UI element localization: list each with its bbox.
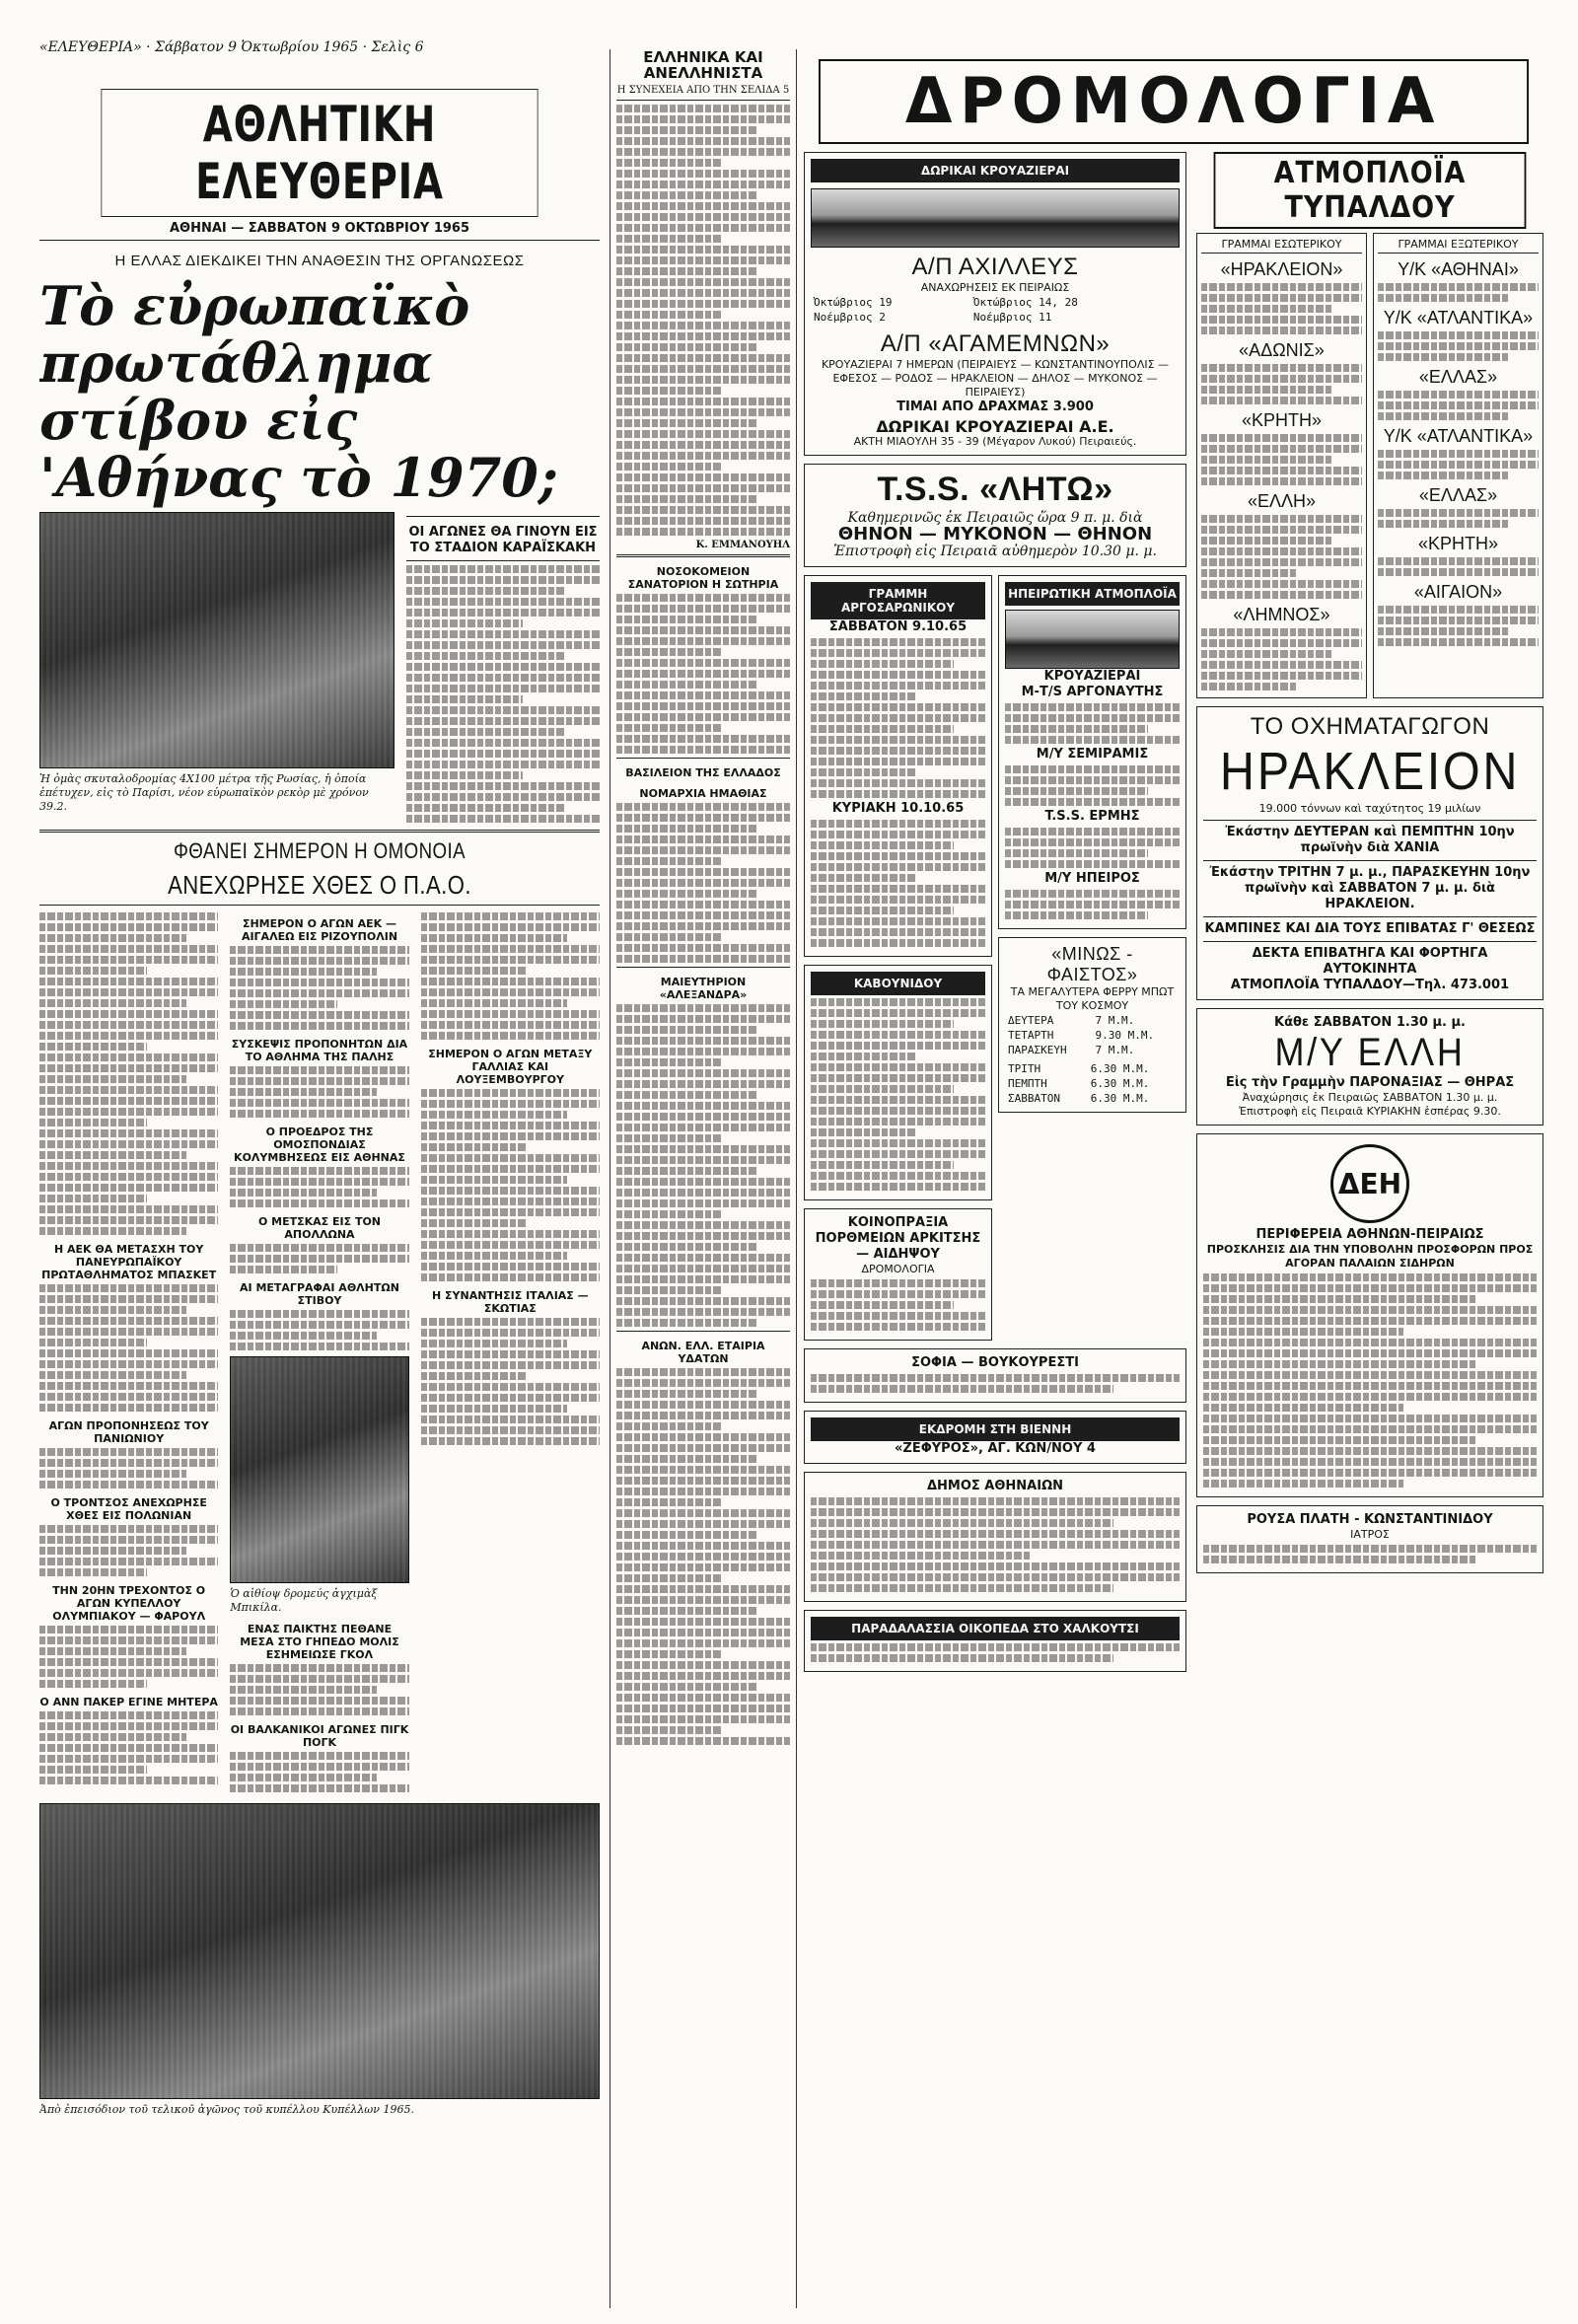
typaldou-ship-kriti-2: «ΚΡΗΤΗ»	[1417, 534, 1499, 553]
lead-kicker: Η ΕΛΛΑΣ ΔΙΕΚΔΙΚΕΙ ΤΗΝ ΑΝΑΘΕΣΙΝ ΤΗΣ ΟΡΓΑΝΩΣΕΩΣ	[114, 253, 525, 269]
iraklion-line2: Ἐκάστην ΤΡΙΤΗΝ 7 μ. μ., ΠΑΡΑΣΚΕΥΗΝ 10ην πρωϊνὴν καὶ ΣΑΒΒΑΤΟΝ 7 μ. μ. διὰ ΗΡΑΚΛΕΙΟΝ.	[1209, 865, 1531, 911]
leto-title: T.S.S. «ΛΗΤΩ»	[877, 471, 1113, 508]
periferia-sub: ΠΡΟΣΚΛΗΣΙΣ ΔΙΑ ΤΗΝ ΥΠΟΒΟΛΗΝ ΠΡΟΣΦΟΡΩΝ ΠΡΟΣ ΑΓΟΡΑΝ ΠΑΛΑΙΩΝ ΣΙΔΗΡΩΝ	[1206, 1243, 1534, 1270]
leto-ad	[804, 464, 1186, 567]
achilleus-dates: Ὀκτώβριος 19 Ὀκτώβριος 14, 28 Νοέμβριος 2 Νοέμβριος 11	[814, 296, 1078, 324]
player-died-headline: ΕΝΑΣ ΠΑΙΚΤΗΣ ΠΕΘΑΝΕ ΜΕΣΑ ΣΤΟ ΓΗΠΕΔΟ ΜΟΛΙΣ ΕΣΗΜΕΙΩΣΕ ΓΚΟΛ	[240, 1623, 399, 1661]
typaldou-ship-atlantika: Υ/Κ «ΑΤΛΑΝΤΙΚΑ»	[1383, 308, 1534, 327]
middle-column-sub: Η ΣΥΝΕΧΕΙΑ ΑΠΟ ΤΗΝ ΣΕΛΙΔΑ 5	[616, 85, 790, 96]
sports-section	[39, 49, 600, 2308]
minos-faistos-sub: ΤΑ ΜΕΓΑΛΥΤΕΡΑ ΦΕΡΡΥ ΜΠΩΤ ΤΟΥ ΚΟΣΜΟΥ	[1010, 985, 1175, 1012]
iraklion-sub: 19.000 τόννων καὶ ταχύτητος 19 μιλίων	[1258, 802, 1481, 815]
argonautis-title: Μ-Τ/S ΑΡΓΟΝΑΥΤΗΣ	[1021, 685, 1164, 699]
dei-logo-icon: ΔΕΗ	[1330, 1144, 1409, 1223]
aek-basket-headline: Η ΑΕΚ ΘΑ ΜΕΤΑΣΧΗ ΤΟΥ ΠΑΝΕΥΡΩΠΑΪΚΟΥ ΠΡΩΤΑΘΛΗΜΑΤΟΣ ΜΠΑΣΚΕΤ	[41, 1243, 217, 1281]
iraklion-title: ΗΡΑΚΛΕΙΟΝ	[1219, 742, 1521, 801]
iraklion-line3: ΚΑΜΠΙΝΕΣ ΚΑΙ ΔΙΑ ΤΟΥΣ ΕΠΙΒΑΤΑΣ Γ' ΘΕΣΕΩΣ	[1204, 921, 1536, 936]
typaldou-ship-ellas: «ΕΛΛΑΣ»	[1418, 367, 1498, 387]
minos-faistos-ad	[998, 937, 1186, 1113]
periferia-title: ΠΕΡΙΦΕΡΕΙΑ ΑΘΗΝΩΝ-ΠΕΙΡΑΙΩΣ	[1255, 1227, 1484, 1242]
transfers-headline: ΑΙ ΜΕΤΑΓΡΑΦΑΙ ΑΘΛΗΤΩΝ ΣΤΙΒΟΥ	[240, 1281, 399, 1307]
kavounidou-title: ΚΑΒΟΥΝΙΔΟΥ	[811, 972, 985, 995]
notice-kingdom: ΒΑΣΙΛΕΙΟΝ ΤΗΣ ΕΛΛΑΔΟΣ	[625, 766, 781, 779]
elli-line2: Ἐπιστροφὴ εἰς Πειραιᾶ ΚΥΡΙΑΚΗΝ ἑσπέρας 9.30.	[1239, 1105, 1501, 1118]
arkitsis-sub: ΔΡΟΜΟΛΟΓΙΑ	[861, 1263, 935, 1275]
lead-headline-line1: Τὸ εὐρωπαϊκὸ πρωτάθλημα	[39, 274, 470, 395]
typaldou-ship-kriti: «ΚΡΗΤΗ»	[1241, 410, 1323, 430]
typaldou-ship-elli: «ΕΛΛΗ»	[1247, 491, 1317, 511]
argosaronikos-title: ΓΡΑΜΜΗ ΑΡΓΟΣΑΡΩΝΙΚΟΥ	[811, 582, 985, 619]
packer-headline: Ο ΑΝΝ ΠΑΚΕΡ ΕΓΙΝΕ ΜΗΤΕΡΑ	[39, 1696, 218, 1708]
timetables-section	[804, 49, 1543, 2308]
typaldou-ship-adonis: «ΑΔΩΝΙΣ»	[1239, 340, 1325, 360]
arkitsis-title: ΚΟΙΝΟΠΡΑΞΙΑ ΠΟΡΘΜΕΙΩΝ ΑΡΚΙΤΣΗΣ — ΑΙΔΗΨΟΥ	[815, 1215, 981, 1262]
doric-address: ΑΚΤΗ ΜΙΑΟΥΛΗ 35 - 39 (Μέγαρον Λυκού) Πειραιεύς.	[853, 435, 1137, 448]
sofia-title: ΣΟΦΙΑ — ΒΟΥΚΟΥΡΕΣΤΙ	[911, 1355, 1079, 1370]
typaldou-ship-ellas-2: «ΕΛΛΑΣ»	[1418, 485, 1498, 505]
trontsos-headline: Ο ΤΡΟΝΤΣΟΣ ΑΝΕΧΩΡΗΣΕ ΧΘΕΣ ΕΙΣ ΠΟΛΩΝΙΑΝ	[50, 1496, 207, 1522]
notice-water-company: ΑΝΩΝ. ΕΛΛ. ΕΤΑΙΡΙΑ ΥΔΑΤΩΝ	[641, 1340, 765, 1365]
aek-aigaleo-headline: ΣΗΜΕΡΟΝ Ο ΑΓΩΝ ΑΕΚ — ΑΙΓΑΛΕΩ ΕΙΣ ΡΙΖΟΥΠΟΛΙΝ	[241, 917, 398, 943]
halkoutsi-ad	[804, 1610, 1186, 1672]
arkitsis-ad	[804, 1208, 992, 1341]
italy-scotland-headline: Η ΣΥΝΑΝΤΗΣΙΣ ΙΤΑΛΙΑΣ — ΣΚΩΤΙΑΣ	[431, 1289, 589, 1315]
minos-faistos-title: «ΜΙΝΩΣ - ΦΑΙΣΤΟΣ»	[1046, 944, 1138, 984]
olympiakos-cup-headline: ΤΗΝ 20ΗΝ ΤΡΕΧΟΝΤΟΣ Ο ΑΓΩΝ ΚΥΠΕΛΛΟΥ ΟΛΥΜΠΙΑΚΟΥ — ΦΑΡΟΥΛ	[52, 1584, 206, 1623]
iraklion-line1: Ἐκάστην ΔΕΥΤΕΡΑΝ καὶ ΠΕΜΠΤΗΝ 10ην πρωϊνὴν διὰ ΧΑΝΙΑ	[1225, 825, 1515, 855]
typaldou-domestic-head: ΓΡΑΜΜΑΙ ΕΣΩΤΕΡΙΚΟΥ	[1201, 238, 1362, 254]
pao-headline: ΑΝΕΧΩΡΗΣΕ ΧΘΕΣ Ο Π.Α.Ο.	[168, 870, 471, 900]
minos-timetable: ΤΡΙΤΗ 6.30 Μ.Μ. ΠΕΜΠΤΗ 6.30 Μ.Μ. ΣΑΒΒΑΤΟΝ 6.30 Μ.Μ.	[1008, 1062, 1150, 1105]
middle-signature: Κ. ΕΜΜΑΝΟΥΗΛ	[695, 540, 790, 550]
typaldou-ship-aigaion: «ΑΙΓΑΙΟΝ»	[1413, 582, 1503, 602]
sports-masthead: ΑΘΛΗΤΙΚΗ ΕΛΕΥΘΕΡΙΑ	[101, 89, 538, 217]
omonia-headline: ΦΘΑΝΕΙ ΣΗΜΕΡΟΝ Η ΟΜΟΝΟΙΑ	[173, 838, 466, 863]
epirotiki-ship-illustration	[1005, 610, 1180, 669]
sofia-bucharest-ad	[804, 1348, 1186, 1403]
argo-day2: ΚΥΡΙΑΚΗ 10.10.65	[831, 801, 965, 816]
middle-column	[610, 49, 797, 2308]
metskas-headline: Ο ΜΕΤΣΚΑΣ ΕΙΣ ΤΟΝ ΑΠΟΛΛΩΝΑ	[257, 1215, 382, 1241]
epirotiki-cruises: ΚΡΟΥΑΖΙΕΡΑΙ	[1043, 669, 1141, 684]
middle-column-title: ΕΛΛΗΝΙΚΑ ΚΑΙ ΑΝΕΛΛΗΝΙΣΤΑ	[643, 49, 763, 82]
typaldou-ship-iraklion: «ΗΡΑΚΛΕΙΟΝ»	[1220, 259, 1343, 279]
france-lux-headline: ΣΗΜΕΡΟΝ Ο ΑΓΩΝ ΜΕΤΑΞΥ ΓΑΛΛΙΑΣ ΚΑΙ ΛΟΥΞΕΜΒΟΥΡΓΟΥ	[428, 1048, 593, 1086]
balkan-pingpong-headline: ΟΙ ΒΑΛΚΑΝΙΚΟΙ ΑΓΩΝΕΣ ΠΙΓΚ ΠΟΓΚ	[230, 1723, 409, 1749]
lead-headline	[39, 274, 600, 509]
halkoutsi-title: ΠΑΡΑΔΑΛΑΣΣΙΑ ΟΙΚΟΠΕΔΑ ΣΤΟ ΧΑΛΚΟΥΤΣΙ	[811, 1617, 1180, 1640]
elli-title: Μ/Υ ΕΛΛΗ	[1274, 1031, 1466, 1074]
cup-match-caption: Ἀπὸ ἐπεισόδιον τοῦ τελικοῦ ἀγῶνος τοῦ κυπέλλου Κυπέλλων 1965.	[39, 2103, 414, 2116]
agamemnon-title: Α/Π «ΑΓΑΜΕΜΝΩΝ»	[880, 330, 1111, 357]
vienna-title: ΕΚΔΡΟΜΗ ΣΤΗ ΒΙΕΝΝΗ	[811, 1417, 1180, 1441]
doctor-name: ΡΟΥΣΑ ΠΛΑΤΗ - ΚΩΝΣΤΑΝΤΙΝΙΔΟΥ	[1247, 1512, 1493, 1527]
typaldou-ship-limnos: «ΛΗΜΝΟΣ»	[1233, 605, 1330, 624]
iraklion-line5: ΑΤΜΟΠΛΟΪΑ ΤΥΠΑΛΔΟΥ—Τηλ. 473.001	[1230, 978, 1510, 992]
agamemnon-sub: ΚΡΟΥΑΖΙΕΡΑΙ 7 ΗΜΕΡΩΝ (ΠΕΙΡΑΙΕΥΣ — ΚΩΝΣΤΑΝΤΙΝΟΥΠΟΛΙΣ — ΕΦΕΣΟΣ — ΡΟΔΟΣ — ΗΡΑΚΛΕΙΟΝ — ΔΗΛΟΣ — ΜΥΚΟΝΟΣ — ΠΕΙΡΑΙΕΥΣ)	[821, 358, 1170, 399]
swimming-president-headline: Ο ΠΡΟΕΔΡΟΣ ΤΗΣ ΟΜΟΣΠΟΝΔΙΑΣ ΚΟΛΥΜΒΗΣΕΩΣ ΕΙΣ ΑΘΗΝΑΣ	[234, 1126, 405, 1164]
kavounidou-ad	[804, 965, 992, 1200]
iraklion-pre: ΤΟ ΟΧΗΜΑΤΑΓΩΓΟΝ	[1250, 713, 1490, 740]
iraklion-line4: ΔΕΚΤΑ ΕΠΙΒΑΤΗΓΑ ΚΑΙ ΦΟΡΤΗΓΑ ΑΥΤΟΚΙΝΗΤΑ	[1252, 946, 1488, 977]
argosaronikos-ad	[804, 575, 992, 957]
leto-route: ΘΗΝΟΝ — ΜΥΚΟΝΟΝ — ΘΗΝΟΝ	[837, 524, 1153, 545]
epirotiki-title: ΗΠΕΙΡΩΤΙΚΗ ΑΤΜΟΠΛΟΪΑ	[1005, 582, 1180, 606]
typaldou-title: ΑΤΜΟΠΛΟΪΑ ΤΥΠΑΛΔΟΥ	[1214, 152, 1527, 229]
typaldou-ship-athinai: Υ/Κ «ΑΘΗΝΑΙ»	[1398, 259, 1519, 279]
dimos-ad	[804, 1472, 1186, 1602]
doric-cruises-banner: ΔΩΡΙΚΑΙ ΚΡΟΥΑΖΙΕΡΑΙ	[811, 159, 1180, 182]
wrestling-headline: ΣΥΣΚΕΨΙΣ ΠΡΟΠΟΝΗΤΩΝ ΔΙΑ ΤΟ ΑΘΛΗΜΑ ΤΗΣ ΠΑΛΗΣ	[231, 1038, 408, 1063]
bikila-caption: Ὁ αἰθίοψ δρομεύς ἀγχιμὰξ Μπικίλα.	[230, 1587, 378, 1614]
typaldou-domestic	[1196, 233, 1367, 698]
agamemnon-price: ΤΙΜΑΙ ΑΠΟ ΔΡΑΧΜΑΣ 3.900	[897, 399, 1094, 414]
timetables-title: ΔΡΟΜΟΛΟΓΙΑ	[819, 59, 1529, 144]
elli-ad	[1196, 1008, 1543, 1126]
dimos-title: ΔΗΜΟΣ ΑΘΗΝΑΙΩΝ	[926, 1479, 1064, 1493]
typaldou-foreign	[1373, 233, 1543, 698]
relay-team-caption: Ἡ ὁμὰς σκυταλοδρομίας 4Χ100 μέτρα τῆς Ρωσίας, ἡ ὁποία ἐπέτυχεν, εἰς τὸ Παρίσι, νέον εὐρωπαϊκὸν ρεκὸρ μὲ χρόνον 39.2.	[39, 772, 369, 813]
bikila-photo	[230, 1356, 408, 1583]
epirotiki-ad	[998, 575, 1186, 929]
iraklion-ferry-ad	[1196, 706, 1543, 1000]
side-box-title: ΟΙ ΑΓΩΝΕΣ ΘΑ ΓΙΝΟΥΝ ΕΙΣ ΤΟ ΣΤΑΔΙΟΝ ΚΑΡΑΪΣΚΑΚΗ	[408, 525, 598, 555]
elli-line1: Ἀναχώρησις ἐκ Πειραιῶς ΣΑΒΒΑΤΟΝ 1.30 μ. μ.	[1242, 1091, 1498, 1104]
leto-line: Καθημερινῶς ἐκ Πειραιῶς ὥρα 9 π. μ. διὰ	[847, 510, 1143, 526]
achilleus-title: Α/Π ΑΧΙΛΛΕΥΣ	[911, 254, 1079, 280]
semiramis-title: Μ/Υ ΣΕΜΙΡΑΜΙΣ	[1036, 747, 1149, 762]
doric-company: ΔΩΡΙΚΑΙ ΚΡΟΥΑΖΙΕΡΑΙ Α.Ε.	[876, 417, 1114, 436]
relay-team-photo	[39, 512, 394, 768]
elli-route: Εἰς τὴν Γραμμὴν ΠΑΡΟΝΑΞΙΑΣ — ΘΗΡΑΣ	[1225, 1075, 1515, 1090]
notice-alexandra: ΜΑΙΕΥΤΗΡΙΟΝ «ΑΛΕΞΑΝΔΡΑ»	[659, 976, 748, 1001]
panionios-headline: ΑΓΩΝ ΠΡΟΠΟΝΗΣΕΩΣ ΤΟΥ ΠΑΝΙΩΝΙΟΥ	[48, 1419, 209, 1445]
faistos-timetable: ΔΕΥΤΕΡΑ 7 Μ.Μ. ΤΕΤΑΡΤΗ 9.30 Μ.Μ. ΠΑΡΑΣΚΕΥΗ 7 Μ.Μ.	[1008, 1014, 1155, 1056]
notice-sotiria: ΝΟΣΟΚΟΜΕΙΟΝ ΣΑΝΑΤΟΡΙΟΝ Η ΣΩΤΗΡΙΑ	[627, 565, 779, 591]
doctor-ad	[1196, 1505, 1543, 1573]
zefyros-title: «ΖΕΦΥΡΟΣ», ΑΓ. ΚΩΝ/ΝΟΥ 4	[895, 1441, 1096, 1456]
periferia-ad	[1196, 1133, 1543, 1497]
running-header: «ΕΛΕΥΘΕΡΙΑ» · Σάββατον 9 Ὀκτωβρίου 1965 · Σελὶς 6	[39, 39, 424, 55]
ship-illustration	[811, 188, 1180, 248]
typaldou-foreign-head: ΓΡΑΜΜΑΙ ΕΞΩΤΕΡΙΚΟΥ	[1378, 238, 1539, 254]
elli-top: Κάθε ΣΑΒΒΑΤΟΝ 1.30 μ. μ.	[1274, 1015, 1466, 1030]
notice-imathia: ΝΟΜΑΡΧΙΑ ΗΜΑΘΙΑΣ	[639, 787, 767, 800]
achilleus-sub: ΑΝΑΧΩΡΗΣΕΙΣ ΕΚ ΠΕΙΡΑΙΩΣ	[920, 281, 1070, 294]
vienna-ad	[804, 1411, 1186, 1464]
ipiros-title: Μ/Υ ΗΠΕΙΡΟΣ	[1044, 871, 1140, 886]
leto-return: Ἐπιστροφὴ εἰς Πειραιᾶ αὐθημερὸν 10.30 μ. μ.	[833, 544, 1157, 559]
argo-day1: ΣΑΒΒΑΤΟΝ 9.10.65	[828, 619, 968, 634]
doric-cruises-ad	[804, 152, 1186, 456]
ermis-title: T.S.S. ΕΡΜΗΣ	[1044, 809, 1140, 824]
typaldou-ship-atlantika-2: Υ/Κ «ΑΤΛΑΝΤΙΚΑ»	[1383, 426, 1534, 446]
cup-match-photo	[39, 1803, 600, 2099]
doctor-title: ΙΑΤΡΟΣ	[1350, 1528, 1390, 1541]
sports-dateline: ΑΘΗΝΑΙ — ΣΑΒΒΑΤΟΝ 9 ΟΚΤΩΒΡΙΟΥ 1965	[169, 221, 470, 236]
lead-headline-line2: στίβου εἰς 'Αθήνας τὸ 1970;	[39, 389, 558, 509]
